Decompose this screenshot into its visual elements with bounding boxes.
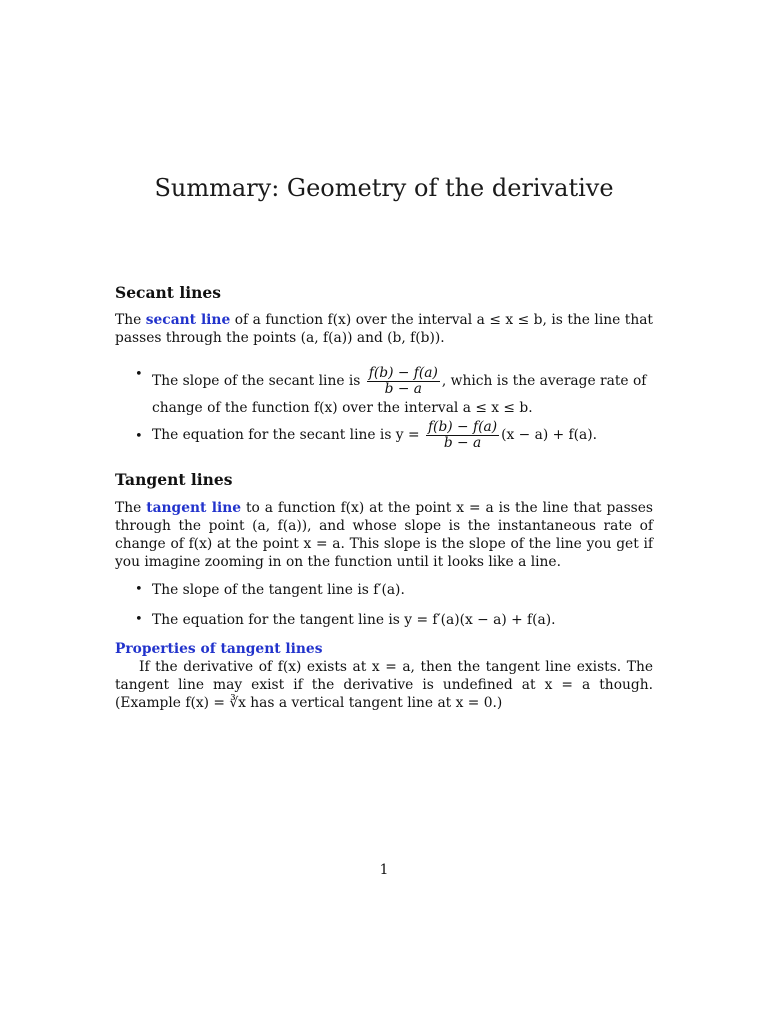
secant-slope-rest: , which is the average rate of change of the function f(x) over the interval a ≤ x ≤ b. <box>152 373 647 416</box>
page-title: Summary: Geometry of the derivative <box>154 174 614 202</box>
tangent-bullet-slope <box>137 581 653 599</box>
fraction-denominator: b − a <box>384 381 423 397</box>
tangent-bullet-equation <box>137 611 653 629</box>
tangent-slope-text: The slope of the tangent line is f′(a). <box>152 582 405 598</box>
secant-intro-start: The <box>115 312 142 328</box>
bullet-dot: • <box>135 367 143 382</box>
bullet-dot: • <box>135 612 143 627</box>
fraction-numerator: f(b) − f(a) <box>427 419 498 435</box>
fraction-denominator: b − a <box>443 435 482 451</box>
fraction-numerator: f(b) − f(a) <box>368 365 438 381</box>
tangent-intro-start: The <box>115 500 142 516</box>
secant-intro-rest: of a function f(x) over the interval a ≤ x ≤ b, is the line that passes through the points (a, f(a)) and (b, f(b)). <box>115 312 653 346</box>
tangent-heading: Tangent lines <box>115 470 233 489</box>
secant-slope-fraction <box>367 366 440 397</box>
bullet-dot: • <box>135 429 143 444</box>
properties-heading: Properties of tangent lines <box>115 641 323 657</box>
secant-equation-text: The equation for the secant line is y = <box>152 427 420 443</box>
secant-line-keyword: secant line <box>145 312 231 328</box>
secant-equation-rest: (x − a) + f(a). <box>501 427 598 443</box>
tangent-line-keyword: tangent line <box>146 500 242 516</box>
secant-equation-fraction <box>426 420 499 451</box>
secant-bullet-equation <box>137 420 653 451</box>
bullet-dot: • <box>135 582 143 597</box>
tangent-equation-text: The equation for the tangent line is y = f′(a)(x − a) + f(a). <box>152 612 556 628</box>
tangent-intro <box>115 499 653 571</box>
tangent-intro-rest: to a function f(x) at the point x = a is the line that passes through the point (a, f(a)), and whose slope is the instantaneous rate of change of f(x) at the point x = a. This slope is the slope of the line you get if you imagine zooming in on the function until it looks like a line. <box>115 500 653 570</box>
secant-slope-text: The slope of the secant line is <box>152 373 361 389</box>
properties-body: If the derivative of f(x) exists at x = a, then the tangent line exists. The tangent line may exist if the derivative is undefined at x = a though. (Example f(x) = ∛x has a vertical tangent line at x = 0.) <box>115 659 653 711</box>
secant-intro <box>115 311 653 347</box>
secant-bullet-slope <box>137 366 653 419</box>
secant-heading: Secant lines <box>115 283 221 302</box>
page-number: 1 <box>379 862 389 878</box>
